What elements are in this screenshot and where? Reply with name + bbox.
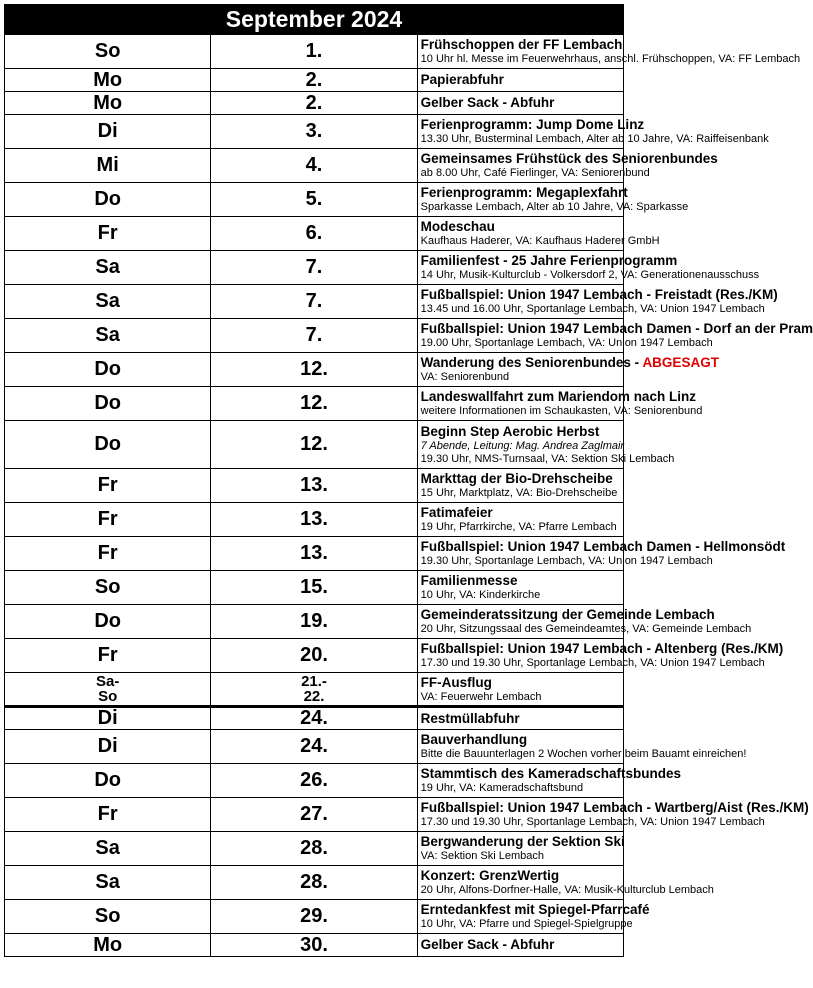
- event-title: [420, 321, 813, 337]
- event-info: 10 Uhr hl. Messe im Feuerwehrhaus, anschl. Frühschoppen, VA: FF Lembach: [420, 53, 801, 65]
- event-details: [417, 537, 786, 571]
- event-weekday: [5, 673, 211, 707]
- event-date: 20.: [211, 639, 417, 673]
- event-date: 4.: [211, 149, 417, 183]
- event-title: [421, 37, 623, 53]
- event-title-text: Familienfest - 25 Jahre Ferienprogramm: [420, 253, 678, 268]
- event-details: [417, 832, 623, 866]
- event-row: [5, 183, 624, 217]
- event-title: [421, 675, 623, 691]
- event-title: [420, 151, 718, 167]
- event-row: [5, 69, 624, 92]
- event-weekday: Di: [5, 707, 211, 730]
- event-info: VA: Sektion Ski Lembach: [420, 850, 544, 862]
- event-title-text: Erntedankfest mit Spiegel-Pfarrcafé: [420, 902, 650, 917]
- event-info: 17.30 und 19.30 Uhr, Sportanlage Lembach, VA: Union 1947 Lembach: [420, 816, 765, 828]
- event-row: [5, 421, 624, 469]
- weekday-start: Sa-: [95, 673, 120, 690]
- event-row: [5, 149, 624, 183]
- event-details: [417, 387, 703, 421]
- event-title: [421, 471, 623, 487]
- event-weekday: Fr: [5, 537, 211, 571]
- event-info: VA: Feuerwehr Lembach: [420, 690, 542, 703]
- event-row: [5, 92, 624, 115]
- event-info: 20 Uhr, Alfons-Dorfner-Halle, VA: Musik-Kulturclub Lembach: [420, 884, 714, 896]
- event-date: 2.: [211, 92, 417, 115]
- event-weekday: Di: [5, 730, 211, 764]
- event-date: 13.: [211, 469, 417, 503]
- event-info: 10 Uhr, VA: Pfarre und Spiegel-Spielgruppe: [420, 918, 633, 930]
- event-weekday: Do: [5, 387, 211, 421]
- date-end: 22.: [303, 688, 325, 705]
- event-row: [5, 900, 624, 934]
- weekday-end: So: [98, 688, 118, 705]
- event-details: [417, 900, 650, 934]
- event-weekday: Do: [5, 605, 211, 639]
- event-title: [420, 902, 650, 918]
- event-title-text: Fußballspiel: Union 1947 Lembach - Wartberg/Aist (Res./KM): [420, 800, 809, 815]
- event-info: 19.30 Uhr, NMS-Turnsaal, VA: Sektion Ski Lembach: [420, 452, 675, 465]
- event-weekday: Mo: [5, 69, 211, 92]
- event-details: [417, 707, 623, 730]
- event-title-text: Markttag der Bio-Drehscheibe: [420, 471, 613, 486]
- event-title-text: Familienmesse: [420, 573, 518, 588]
- event-date: 24.: [211, 730, 417, 764]
- event-row: [5, 934, 624, 957]
- event-date: 12.: [211, 421, 417, 469]
- event-weekday: Sa: [5, 319, 211, 353]
- event-weekday: So: [5, 571, 211, 605]
- event-info: Bitte die Bauunterlagen 2 Wochen vorher beim Bauamt einreichen!: [420, 748, 747, 760]
- event-weekday: Do: [5, 764, 211, 798]
- event-row: [5, 503, 624, 537]
- event-details: [417, 639, 784, 673]
- event-title: [420, 389, 696, 405]
- event-title-text: Konzert: GrenzWertig: [420, 868, 560, 883]
- event-weekday: So: [5, 900, 211, 934]
- event-details: [417, 285, 778, 319]
- event-title: [421, 219, 623, 235]
- event-info: ab 8.00 Uhr, Café Fierlinger, VA: Seniorenbund: [420, 167, 650, 179]
- event-details: [417, 571, 623, 605]
- event-title: [420, 641, 784, 657]
- event-title-text: Landeswallfahrt zum Mariendom nach Linz: [420, 389, 696, 404]
- event-weekday: Sa: [5, 251, 211, 285]
- event-details: [417, 764, 681, 798]
- event-details: [417, 934, 623, 957]
- event-date: 1.: [211, 35, 417, 69]
- event-date: 19.: [211, 605, 417, 639]
- event-details: [417, 183, 689, 217]
- event-date: 5.: [211, 183, 417, 217]
- event-date: 24.: [211, 707, 417, 730]
- event-info: 19 Uhr, Pfarrkirche, VA: Pfarre Lembach: [420, 521, 617, 533]
- event-weekday: Di: [5, 115, 211, 149]
- event-details: [417, 469, 623, 503]
- event-row: [5, 673, 624, 707]
- event-info: Kaufhaus Haderer, VA: Kaufhaus Haderer GmbH: [420, 235, 660, 247]
- event-weekday: Sa: [5, 866, 211, 900]
- event-row: [5, 387, 624, 421]
- event-details: [417, 673, 623, 707]
- event-row: [5, 832, 624, 866]
- event-weekday: Fr: [5, 217, 211, 251]
- event-weekday: Do: [5, 353, 211, 387]
- event-date: 3.: [211, 115, 417, 149]
- event-row: [5, 537, 624, 571]
- event-title-text: Ferienprogramm: Megaplexfahrt: [420, 185, 628, 200]
- event-calendar-table: [4, 4, 813, 957]
- event-info: 15 Uhr, Marktplatz, VA: Bio-Drehscheibe: [420, 487, 618, 499]
- event-title: [421, 711, 623, 727]
- event-info: 17.30 und 19.30 Uhr, Sportanlage Lembach, VA: Union 1947 Lembach: [420, 657, 765, 669]
- event-weekday: Fr: [5, 639, 211, 673]
- event-title: [420, 117, 645, 133]
- event-title: [420, 253, 678, 269]
- month-header-row: [5, 5, 624, 35]
- event-title: [421, 95, 623, 111]
- month-title: September 2024: [5, 5, 624, 35]
- event-info: 14 Uhr, Musik-Kulturclub - Volkersdorf 2, VA: Generationenausschuss: [420, 269, 760, 281]
- event-info: 19.30 Uhr, Sportanlage Lembach, VA: Union 1947 Lembach: [420, 555, 713, 567]
- event-date: 2.: [211, 69, 417, 92]
- event-title-text: Modeschau: [420, 219, 495, 234]
- event-details: [417, 115, 769, 149]
- event-title-text: Papierabfuhr: [420, 72, 504, 87]
- event-row: [5, 639, 624, 673]
- event-details: [417, 217, 660, 251]
- event-row: [5, 866, 624, 900]
- event-title-text: Wanderung des Seniorenbundes -: [420, 355, 643, 370]
- date-start: 21.-: [301, 673, 327, 690]
- event-title: [421, 732, 623, 748]
- event-row: [5, 571, 624, 605]
- event-weekday: Do: [5, 183, 211, 217]
- event-title: [420, 355, 719, 371]
- event-weekday: Mi: [5, 149, 211, 183]
- event-date: [211, 673, 417, 707]
- event-title-text: Fußballspiel: Union 1947 Lembach - Altenberg (Res./KM): [420, 641, 784, 656]
- event-date: 7.: [211, 319, 417, 353]
- event-weekday: Mo: [5, 934, 211, 957]
- event-weekday: Mo: [5, 92, 211, 115]
- event-row: [5, 798, 624, 832]
- event-row: [5, 764, 624, 798]
- event-title-text: Restmüllabfuhr: [420, 710, 520, 726]
- event-row: [5, 730, 624, 764]
- event-date: 13.: [211, 537, 417, 571]
- event-row: [5, 251, 624, 285]
- event-row: [5, 605, 624, 639]
- event-details: [417, 503, 623, 537]
- event-date: 15.: [211, 571, 417, 605]
- event-weekday: Fr: [5, 503, 211, 537]
- event-title: [420, 539, 786, 555]
- event-title: [420, 607, 715, 623]
- event-row: [5, 115, 624, 149]
- event-note: 7 Abende, Leitung: Mag. Andrea Zaglmair: [420, 439, 625, 452]
- event-row: [5, 353, 624, 387]
- event-title: [421, 424, 623, 440]
- event-title: [420, 287, 778, 303]
- event-title: [421, 72, 623, 88]
- event-details: [417, 149, 718, 183]
- event-info: VA: Seniorenbund: [420, 371, 510, 383]
- event-details: [417, 319, 813, 353]
- event-weekday: Fr: [5, 798, 211, 832]
- event-row: [5, 469, 624, 503]
- event-info: Sparkasse Lembach, Alter ab 10 Jahre, VA: Sparkasse: [420, 201, 689, 213]
- cancelled-badge: ABGESAGT: [642, 355, 719, 370]
- event-details: [417, 251, 760, 285]
- event-title-text: FF-Ausflug: [420, 674, 492, 690]
- event-info: 20 Uhr, Sitzungssaal des Gemeindeamtes, VA: Gemeinde Lembach: [420, 623, 752, 635]
- event-date: 28.: [211, 866, 417, 900]
- event-weekday: Fr: [5, 469, 211, 503]
- event-date: 29.: [211, 900, 417, 934]
- event-title: [421, 868, 623, 884]
- event-details: [417, 92, 623, 115]
- event-date: 26.: [211, 764, 417, 798]
- event-weekday: Do: [5, 421, 211, 469]
- event-title-text: Fatimafeier: [420, 505, 493, 520]
- event-title-text: Ferienprogramm: Jump Dome Linz: [420, 117, 645, 132]
- event-info: 19 Uhr, VA: Kameradschaftsbund: [420, 782, 584, 794]
- event-title-text: Fußballspiel: Union 1947 Lembach Damen - Hellmonsödt: [420, 539, 786, 554]
- event-title-text: Fußballspiel: Union 1947 Lembach Damen - Dorf an der Pram: [420, 321, 813, 336]
- event-row: [5, 35, 624, 69]
- event-info: 19.00 Uhr, Sportanlage Lembach, VA: Union 1947 Lembach: [420, 337, 713, 349]
- event-details: [417, 798, 809, 832]
- event-title: [421, 937, 623, 953]
- event-date: 12.: [211, 387, 417, 421]
- event-title: [420, 766, 681, 782]
- event-date: 7.: [211, 251, 417, 285]
- event-date: 27.: [211, 798, 417, 832]
- event-title-text: Gelber Sack - Abfuhr: [420, 937, 555, 952]
- event-title: [421, 505, 623, 521]
- event-info: 10 Uhr, VA: Kinderkirche: [420, 589, 541, 601]
- event-title-text: Gelber Sack - Abfuhr: [420, 95, 555, 110]
- event-title-text: Bauverhandlung: [420, 732, 528, 747]
- event-weekday: Sa: [5, 285, 211, 319]
- event-title-text: Gemeinsames Frühstück des Seniorenbundes: [420, 151, 718, 166]
- event-title-text: Frühschoppen der FF Lembach: [420, 37, 623, 52]
- event-title: [421, 834, 623, 850]
- event-row: [5, 707, 624, 730]
- event-row: [5, 319, 624, 353]
- event-details: [417, 866, 714, 900]
- event-details: [417, 605, 752, 639]
- event-title: [420, 800, 809, 816]
- event-details: [417, 421, 675, 469]
- event-title-text: Bergwanderung der Sektion Ski: [420, 834, 625, 849]
- event-details: [417, 35, 801, 69]
- event-date: 13.: [211, 503, 417, 537]
- event-date: 28.: [211, 832, 417, 866]
- event-date: 12.: [211, 353, 417, 387]
- event-title-text: Gemeinderatssitzung der Gemeinde Lembach: [420, 607, 715, 622]
- event-date: 7.: [211, 285, 417, 319]
- event-info: weitere Informationen im Schaukasten, VA: Seniorenbund: [420, 405, 703, 417]
- event-title-text: Fußballspiel: Union 1947 Lembach - Freistadt (Res./KM): [420, 287, 778, 302]
- event-title: [420, 185, 628, 201]
- event-details: [417, 353, 719, 387]
- event-row: [5, 217, 624, 251]
- event-weekday: Sa: [5, 832, 211, 866]
- event-info: 13.30 Uhr, Busterminal Lembach, Alter ab 10 Jahre, VA: Raiffeisenbank: [420, 133, 769, 145]
- event-info: 13.45 und 16.00 Uhr, Sportanlage Lembach, VA: Union 1947 Lembach: [420, 303, 765, 315]
- event-details: [417, 730, 747, 764]
- event-title-text: Stammtisch des Kameradschaftsbundes: [420, 766, 681, 781]
- event-date: 6.: [211, 217, 417, 251]
- event-row: [5, 285, 624, 319]
- event-date: 30.: [211, 934, 417, 957]
- event-details: [417, 69, 623, 92]
- event-title: [421, 573, 623, 589]
- event-weekday: So: [5, 35, 211, 69]
- event-title-text: Beginn Step Aerobic Herbst: [420, 423, 600, 439]
